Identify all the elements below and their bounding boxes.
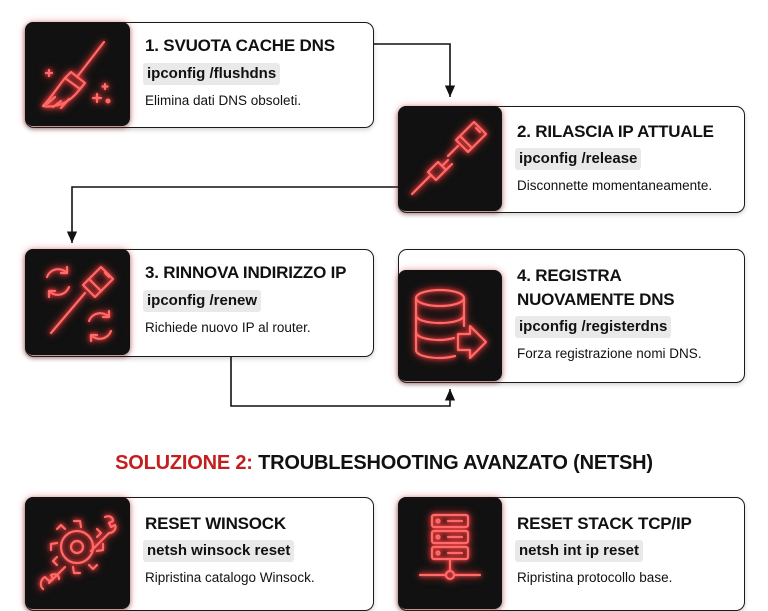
step-title: 2. RILASCIA IP ATTUALE bbox=[517, 122, 714, 141]
step-command: ipconfig /renew bbox=[143, 290, 261, 312]
step-title: 1. SVUOTA CACHE DNS bbox=[145, 36, 335, 55]
advanced-title: RESET WINSOCK bbox=[145, 514, 286, 533]
server-stack-icon bbox=[398, 497, 502, 609]
gear-wrench-icon bbox=[25, 497, 130, 609]
step-description: Forza registrazione nomi DNS. bbox=[517, 346, 702, 361]
advanced-description: Ripristina catalogo Winsock. bbox=[145, 570, 315, 585]
refresh-plug-icon bbox=[25, 249, 130, 355]
advanced-icon-box-1 bbox=[25, 497, 130, 609]
step-title: 3. RINNOVA INDIRIZZO IP bbox=[145, 263, 347, 282]
step-icon-box-2 bbox=[398, 106, 502, 211]
step-description: Elimina dati DNS obsoleti. bbox=[145, 93, 302, 108]
section2-heading bbox=[0, 452, 768, 475]
arrow-step2-to-step3 bbox=[72, 187, 398, 243]
step-title-line1: 4. REGISTRA bbox=[517, 266, 622, 285]
advanced-command: netsh int ip reset bbox=[515, 540, 643, 562]
section2-heading-accent: SOLUZIONE 2: bbox=[115, 452, 253, 474]
step-icon-box-4 bbox=[398, 270, 502, 381]
advanced-description: Ripristina protocollo base. bbox=[517, 570, 673, 585]
step-description: Richiede nuovo IP al router. bbox=[145, 320, 311, 335]
section2-heading-text: TROUBLESHOOTING AVANZATO (NETSH) bbox=[252, 452, 653, 474]
broom-icon bbox=[25, 22, 130, 126]
step-command: ipconfig /release bbox=[515, 148, 641, 170]
step-description: Disconnette momentaneamente. bbox=[517, 178, 713, 193]
step-icon-box-1 bbox=[25, 22, 130, 126]
step-icon-box-3 bbox=[25, 249, 130, 355]
unplug-icon bbox=[398, 106, 502, 211]
arrow-step1-to-step2 bbox=[372, 44, 450, 97]
advanced-command: netsh winsock reset bbox=[143, 540, 294, 562]
step-command: ipconfig /flushdns bbox=[143, 63, 280, 85]
advanced-title: RESET STACK TCP/IP bbox=[517, 514, 692, 533]
advanced-icon-box-2 bbox=[398, 497, 502, 609]
database-arrow-icon bbox=[398, 270, 502, 381]
step-title-line2: NUOVAMENTE DNS bbox=[517, 290, 675, 309]
step-command: ipconfig /registerdns bbox=[515, 316, 671, 338]
